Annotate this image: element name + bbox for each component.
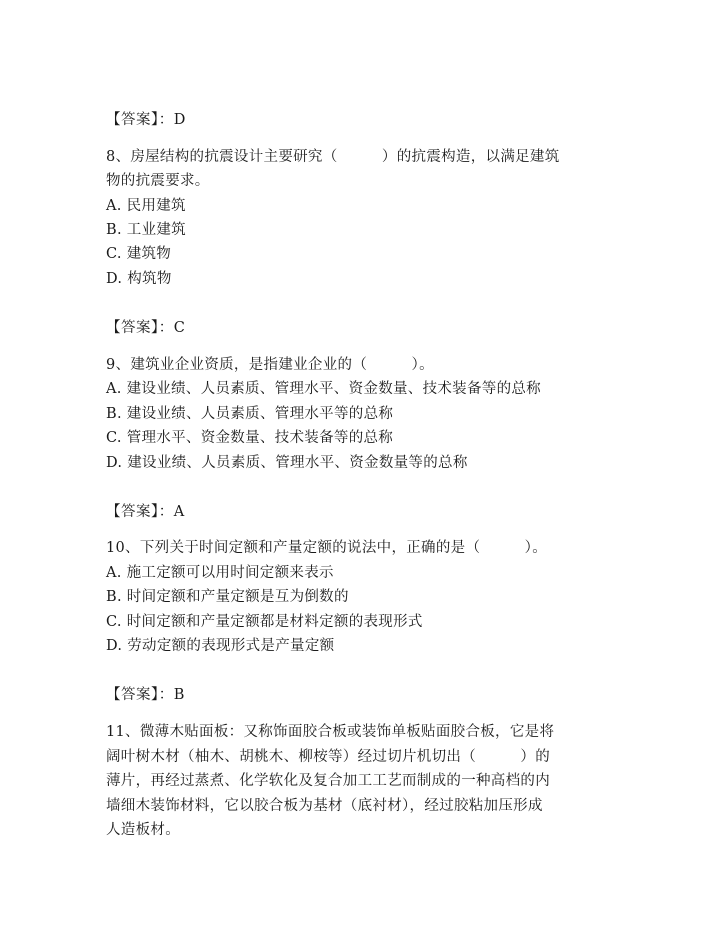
question-9-option-d: D. 建设业绩、人员素质、管理水平、资金数量等的总称: [106, 455, 468, 471]
question-10-option-c: C. 时间定额和产量定额都是材料定额的表现形式: [106, 614, 423, 630]
question-11-line-3: 薄片，再经过蒸煮、化学软化及复合加工工艺而制成的一种高档的内: [106, 773, 550, 789]
question-9-stem: 9、建筑业企业资质，是指建业企业的（ ）。: [106, 357, 434, 373]
answer-q7: 【答案】：D: [106, 112, 186, 128]
answer-q8: 【答案】：C: [106, 320, 186, 336]
question-11-line-2: 阔叶树木材（柚木、胡桃木、柳桉等）经过切片机切出（ ）的: [106, 749, 550, 765]
answer-q10: 【答案】：B: [106, 687, 185, 703]
question-9-option-b: B. 建设业绩、人员素质、管理水平等的总称: [106, 406, 394, 422]
question-8-stem-line-2: 物的抗震要求。: [106, 173, 210, 189]
question-8-option-c: C. 建筑物: [106, 246, 172, 262]
question-10-option-d: D. 劳动定额的表现形式是产量定额: [106, 638, 335, 654]
question-8-stem-line-1: 8、房屋结构的抗震设计主要研究（ ）的抗震构造，以满足建筑: [106, 149, 560, 165]
question-10-option-b: B. 时间定额和产量定额是互为倒数的: [106, 589, 349, 605]
question-10-stem: 10、下列关于时间定额和产量定额的说法中，正确的是（ ）。: [106, 540, 547, 556]
question-10-option-a: A. 施工定额可以用时间定额来表示: [106, 565, 334, 581]
question-8-option-a: A. 民用建筑: [106, 198, 186, 214]
answer-q9: 【答案】：A: [106, 504, 185, 520]
question-11-line-1: 11、微薄木贴面板：又称饰面胶合板或装饰单板贴面胶合板，它是将: [106, 724, 555, 740]
question-9-option-a: A. 建设业绩、人员素质、管理水平、资金数量、技术装备等的总称: [106, 381, 541, 397]
question-11-line-5: 人造板材。: [106, 822, 180, 838]
question-9-option-c: C. 管理水平、资金数量、技术装备等的总称: [106, 430, 394, 446]
question-8-option-d: D. 构筑物: [106, 271, 172, 287]
question-8-option-b: B. 工业建筑: [106, 222, 186, 238]
question-11-line-4: 墙细木装饰材料，它以胶合板为基材（底衬材），经过胶粘加压形成: [106, 798, 543, 814]
